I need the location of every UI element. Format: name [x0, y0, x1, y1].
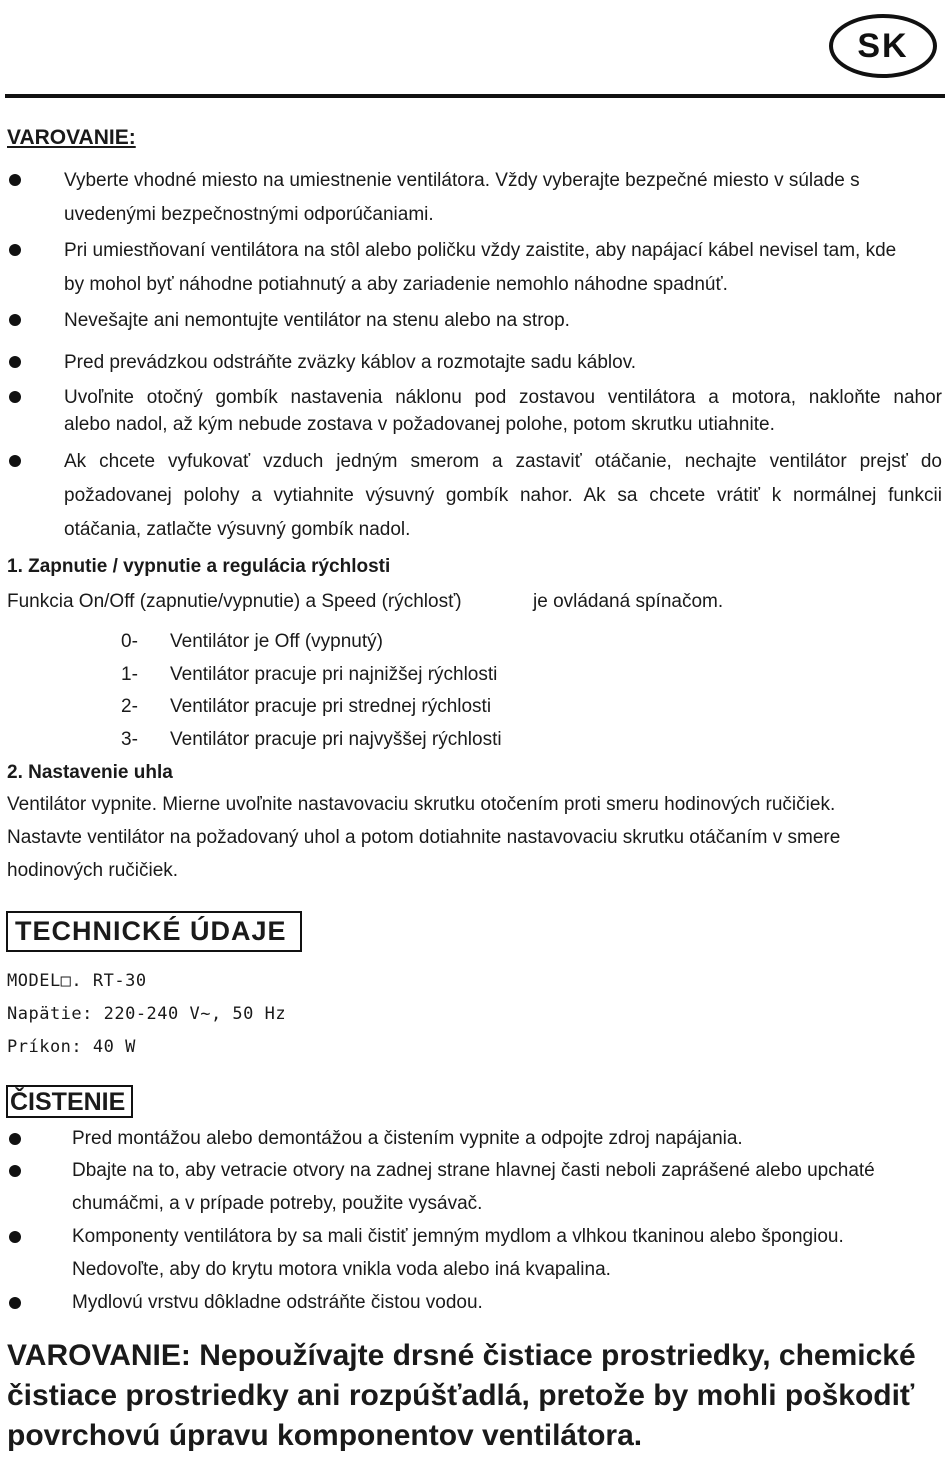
warning-2-line-2: by mohol byť náhodne potiahnutý a aby zariadenie nemohlo náhodne spadnúť.: [64, 274, 728, 295]
warning-6-line-2: požadovanej polohy a vytiahnite výsuvný gombík nahor. Ak sa chcete vrátiť k normálnej funkcii: [64, 485, 942, 506]
warning-1-line-2: uvedenými bezpečnostnými odporúčaniami.: [64, 204, 434, 225]
bullet-icon: [9, 1297, 21, 1309]
tech-data-heading: TECHNICKÉ ÚDAJE: [6, 911, 302, 952]
section-1-intro-left: Funkcia On/Off (zapnutie/vypnutie) a Speed (rýchlosť): [7, 591, 462, 612]
cleaning-3-line-1: Komponenty ventilátora by sa mali čistiť jemným mydlom a vlhkou tkaninou alebo špongiou.: [72, 1226, 844, 1247]
warning-4-line-1: Pred prevádzkou odstráňte zväzky káblov a rozmotajte sadu káblov.: [64, 352, 637, 373]
warning-5-line-2: alebo nadol, až kým nebude zostava v požadovanej polohe, potom skrutku utiahnite.: [64, 414, 775, 435]
spec-model: MODEL□. RT-30: [7, 971, 147, 991]
warning-2-line-1: Pri umiestňovaní ventilátora na stôl alebo poličku vždy zaistite, aby napájací kábel nevisel tam, kde: [64, 240, 897, 261]
warning-1-line-1: Vyberte vhodné miesto na umiestnenie ventilátora. Vždy vyberajte bezpečné miesto v súlade s: [64, 170, 860, 191]
warning-5-line-1: Uvoľnite otočný gombík nastavenia náklonu pod zostavou ventilátora a motora, nakloňte nahor: [64, 387, 942, 408]
section-2-heading: 2. Nastavenie uhla: [7, 762, 173, 783]
warning-6-line-1: Ak chcete vyfukovať vzduch jedným smerom a zastaviť otáčanie, nechajte ventilátor prejsť do: [64, 451, 942, 472]
section-2-line-3: hodinových ručičiek.: [7, 860, 179, 881]
bullet-icon: [9, 1231, 21, 1243]
spec-voltage: Napätie: 220-240 V~, 50 Hz: [7, 1004, 287, 1024]
warning-heading: VAROVANIE:: [7, 126, 136, 149]
cleaning-2-line-2: chumáčmi, a v prípade potreby, použite vysávač.: [72, 1193, 483, 1214]
bullet-icon: [9, 356, 21, 368]
bullet-icon: [9, 1133, 21, 1145]
bullet-icon: [9, 244, 21, 256]
speed-description: Ventilátor pracuje pri najvyššej rýchlosti: [170, 729, 502, 750]
bullet-icon: [9, 391, 21, 403]
cleaning-4-line-1: Mydlovú vrstvu dôkladne odstráňte čistou vodou.: [72, 1292, 483, 1313]
warning-6-line-3: otáčania, zatlačte výsuvný gombík nadol.: [64, 519, 411, 540]
speed-number: 2-: [121, 696, 138, 717]
bullet-icon: [9, 455, 21, 467]
bullet-icon: [9, 174, 21, 186]
bullet-icon: [9, 314, 21, 326]
final-warning-line-2: čistiace prostriedky ani rozpúšťadlá, pretože by mohli poškodiť: [7, 1379, 915, 1412]
section-1-heading: 1. Zapnutie / vypnutie a regulácia rýchlosti: [7, 556, 391, 577]
final-warning-line-3: povrchovú úpravu komponentov ventilátora.: [7, 1419, 643, 1452]
final-warning-line-1: VAROVANIE: Nepoužívajte drsné čistiace prostriedky, chemické: [7, 1339, 916, 1372]
section-1-intro-right: je ovládaná spínačom.: [533, 591, 724, 612]
bullet-icon: [9, 1165, 21, 1177]
spec-power: Príkon: 40 W: [7, 1037, 136, 1057]
speed-description: Ventilátor pracuje pri strednej rýchlosti: [170, 696, 492, 717]
speed-description: Ventilátor je Off (vypnutý): [170, 631, 383, 652]
cleaning-3-line-2: Nedovoľte, aby do krytu motora vnikla voda alebo iná kvapalina.: [72, 1259, 611, 1280]
cleaning-1-line-1: Pred montážou alebo demontážou a čistením vypnite a odpojte zdroj napájania.: [72, 1128, 743, 1149]
section-2-line-1: Ventilátor vypnite. Mierne uvoľnite nastavovaciu skrutku otočením proti smeru hodinových ručičiek.: [7, 794, 836, 815]
header-divider: [5, 94, 945, 98]
speed-number: 0-: [121, 631, 138, 652]
warning-3-line-1: Nevešajte ani nemontujte ventilátor na stenu alebo na strop.: [64, 310, 570, 331]
language-badge: SK: [829, 14, 937, 78]
speed-number: 3-: [121, 729, 138, 750]
speed-number: 1-: [121, 664, 138, 685]
cleaning-heading: ČISTENIE: [6, 1085, 133, 1118]
speed-description: Ventilátor pracuje pri najnižšej rýchlosti: [170, 664, 498, 685]
cleaning-2-line-1: Dbajte na to, aby vetracie otvory na zadnej strane hlavnej časti neboli zaprášené alebo upchaté: [72, 1160, 875, 1181]
section-2-line-2: Nastavte ventilátor na požadovaný uhol a potom dotiahnite nastavovaciu skrutku otáčaním v smere: [7, 827, 841, 848]
